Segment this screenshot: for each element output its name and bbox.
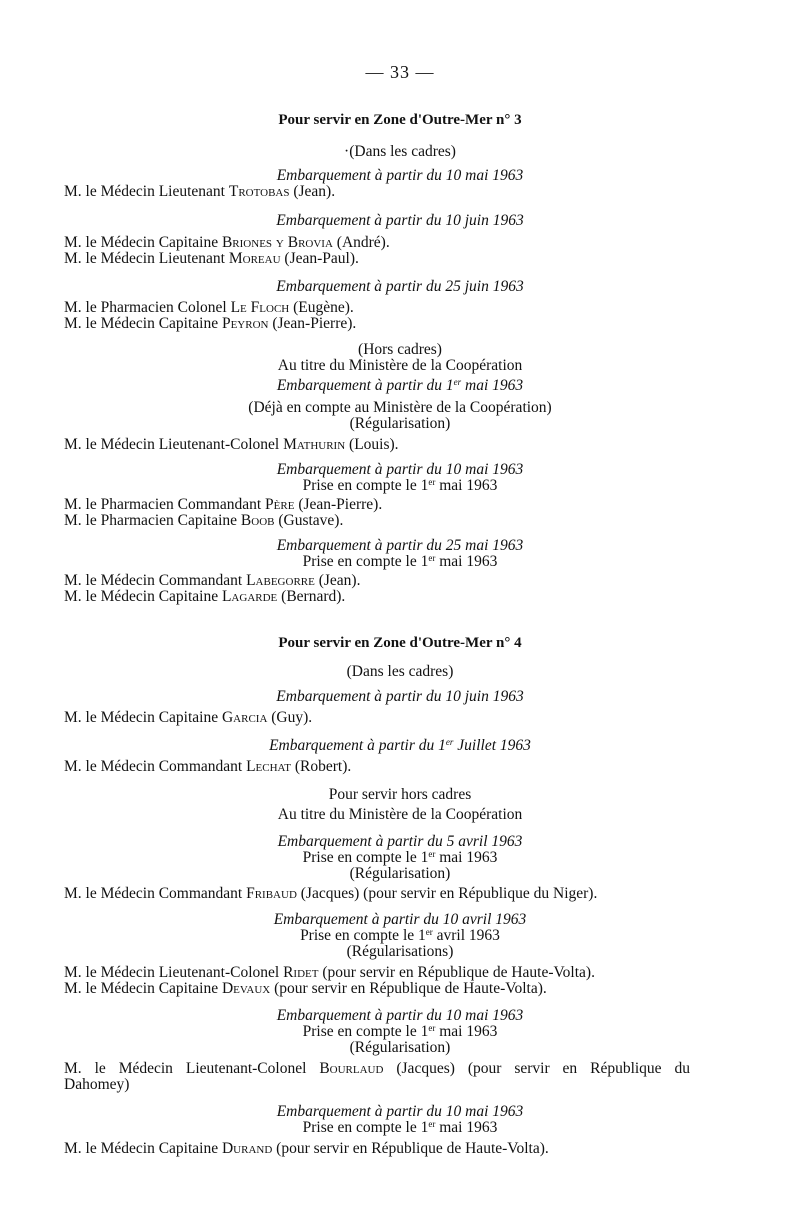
note-regularisation: (Régularisation): [349, 1039, 451, 1056]
officer-entry: M. le Pharmacien Capitaine Boob (Gustave).: [64, 512, 344, 529]
officer-entry: M. le Médecin Capitaine Briones y Brovia (André).: [64, 234, 390, 251]
page-number: — 33 —: [365, 62, 435, 82]
officer-entry: M. le Médecin Commandant Labegorre (Jean).: [64, 572, 361, 589]
officer-entry: M. le Médecin Lieutenant Moreau (Jean-Paul).: [64, 250, 359, 267]
note-regularisation: (Régularisation): [349, 415, 451, 432]
note-regularisation: (Régularisation): [349, 865, 451, 882]
embarquement-line: Embarquement à partir du 10 juin 1963: [276, 212, 524, 229]
subheading-hors-cadres: (Hors cadres): [358, 341, 442, 358]
prise-en-compte-line: Prise en compte le 1er avril 1963: [300, 927, 500, 944]
embarquement-line: Embarquement à partir du 5 avril 1963: [277, 833, 523, 850]
officer-entry: M. le Médecin Lieutenant-Colonel Mathurin (Louis).: [64, 436, 399, 453]
prise-en-compte-line: Prise en compte le 1er mai 1963: [302, 1023, 498, 1040]
officer-entry: M. le Médecin Lieutenant Trotobas (Jean).: [64, 183, 336, 200]
embarquement-line: Embarquement à partir du 1er Juillet 1963: [269, 737, 531, 754]
section-heading-zone-4: Pour servir en Zone d'Outre-Mer n° 4: [278, 635, 522, 651]
officer-entry: M. le Médecin Capitaine Garcia (Guy).: [64, 709, 313, 726]
officer-entry: M. le Médecin Capitaine Lagarde (Bernard).: [64, 588, 346, 605]
note-deja-en-compte: (Déjà en compte au Ministère de la Coopération): [248, 399, 552, 416]
embarquement-line: Embarquement à partir du 10 mai 1963: [276, 167, 524, 184]
officer-entry: M. le Médecin Capitaine Devaux (pour servir en République de Haute-Volta).: [64, 980, 547, 997]
subheading-cooperation: Au titre du Ministère de la Coopération: [277, 806, 523, 823]
embarquement-line: Embarquement à partir du 1er mai 1963: [276, 377, 524, 394]
officer-entry: M. le Médecin Commandant Lechat (Robert).: [64, 758, 352, 775]
subheading-dans-cadres: ·(Dans les cadres): [344, 143, 456, 160]
embarquement-line: Embarquement à partir du 10 mai 1963: [276, 1007, 524, 1024]
prise-en-compte-line: Prise en compte le 1er mai 1963: [302, 477, 498, 494]
embarquement-line: Embarquement à partir du 25 mai 1963: [276, 537, 524, 554]
prise-en-compte-line: Prise en compte le 1er mai 1963: [302, 553, 498, 570]
embarquement-line: Embarquement à partir du 10 mai 1963: [276, 1103, 524, 1120]
prise-en-compte-line: Prise en compte le 1er mai 1963: [302, 1119, 498, 1136]
officer-entry: M. le Médecin Lieutenant-Colonel Bourlaud (Jacques) (pour servir en République du Dahomey): [64, 1060, 690, 1093]
subheading-cooperation: Au titre du Ministère de la Coopération: [277, 357, 523, 374]
officer-entry: M. le Médecin Lieutenant-Colonel Ridet (pour servir en République de Haute-Volta).: [64, 964, 595, 981]
prise-en-compte-line: Prise en compte le 1er mai 1963: [302, 849, 498, 866]
officer-entry: M. le Pharmacien Commandant Père (Jean-Pierre).: [64, 496, 383, 513]
officer-entry: M. le Médecin Capitaine Peyron (Jean-Pierre).: [64, 315, 357, 332]
embarquement-line: Embarquement à partir du 10 avril 1963: [273, 911, 527, 928]
officer-entry: M. le Médecin Capitaine Durand (pour servir en République de Haute-Volta).: [64, 1140, 549, 1157]
section-heading-zone-3: Pour servir en Zone d'Outre-Mer n° 3: [278, 112, 522, 128]
embarquement-line: Embarquement à partir du 10 juin 1963: [276, 688, 524, 705]
officer-entry: M. le Pharmacien Colonel Le Floch (Eugène).: [64, 299, 354, 316]
embarquement-line: Embarquement à partir du 10 mai 1963: [276, 461, 524, 478]
officer-entry: M. le Médecin Commandant Fribaud (Jacques) (pour servir en République du Niger).: [64, 885, 598, 902]
embarquement-line: Embarquement à partir du 25 juin 1963: [276, 278, 524, 295]
note-regularisations: (Régularisations): [346, 943, 454, 960]
subheading-dans-cadres: (Dans les cadres): [346, 663, 454, 680]
subheading-hors-cadres: Pour servir hors cadres: [328, 786, 472, 803]
